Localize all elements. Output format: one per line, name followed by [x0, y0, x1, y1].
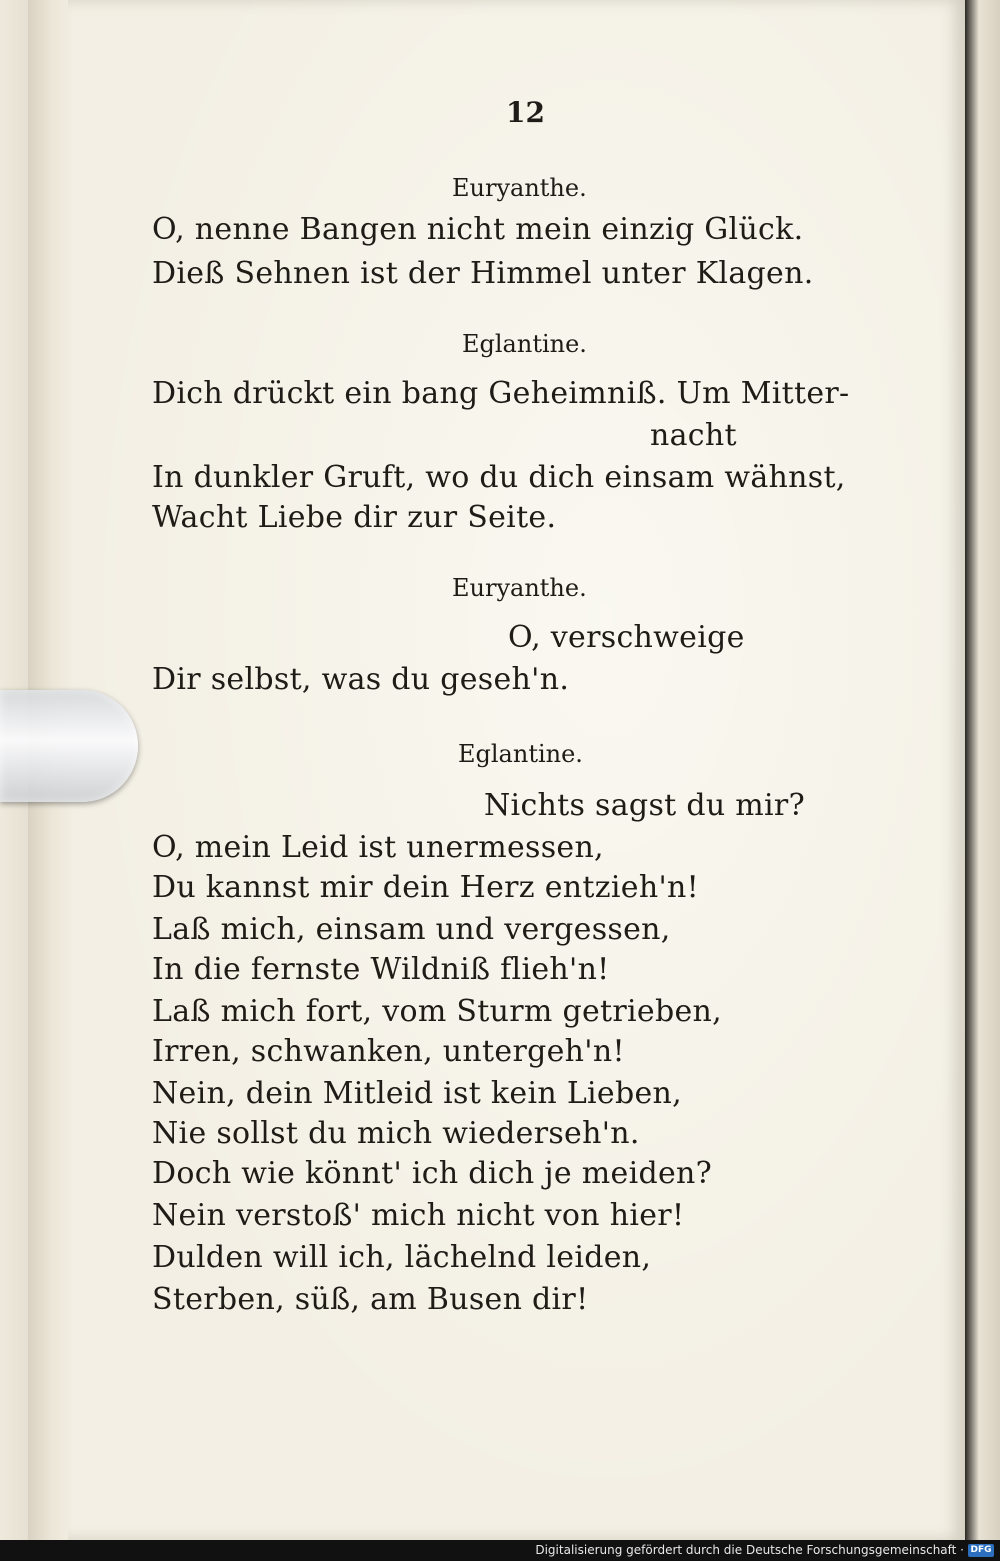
verse-line: In dunkler Gruft, wo du dich einsam wähnst, — [152, 460, 846, 495]
speaker-label: Eglantine. — [462, 330, 587, 358]
speaker-label: Eglantine. — [458, 740, 583, 768]
verse-line: Dir selbst, was du geseh'n. — [152, 662, 570, 697]
verse-line: O, verschweige — [508, 620, 745, 655]
verse-line: Sterben, süß, am Busen dir! — [152, 1282, 589, 1317]
verse-line: Nein verstoß' mich nicht von hier! — [152, 1198, 685, 1233]
facing-page-edge — [965, 0, 1000, 1540]
verse-line: In die fernste Wildniß flieh'n! — [152, 952, 610, 987]
dfg-logo-icon[interactable]: DFG — [968, 1544, 994, 1557]
verse-line: Nichts sagst du mir? — [484, 788, 805, 823]
verse-line: Doch wie könnt' ich dich je meiden? — [152, 1156, 713, 1191]
page-number: 12 — [506, 96, 545, 129]
page-clip-icon — [0, 690, 138, 802]
verse-line: O, mein Leid ist unermessen, — [152, 830, 604, 865]
verse-line: Irren, schwanken, untergeh'n! — [152, 1034, 625, 1069]
verse-line: O, nenne Bangen nicht mein einzig Glück. — [152, 212, 804, 247]
verse-line: Laß mich, einsam und vergessen, — [152, 912, 671, 947]
verse-line: Dich drückt ein bang Geheimniß. Um Mitter- — [152, 376, 850, 411]
verse-line: Dulden will ich, lächelnd leiden, — [152, 1240, 652, 1275]
footer-bar — [0, 1540, 1000, 1561]
footer-credit: Digitalisierung gefördert durch die Deutsche Forschungsgemeinschaft · — [535, 1543, 964, 1557]
speaker-label: Euryanthe. — [452, 574, 587, 602]
verse-line: Wacht Liebe dir zur Seite. — [152, 500, 557, 535]
verse-line: Du kannst mir dein Herz entzieh'n! — [152, 870, 699, 905]
speaker-label: Euryanthe. — [452, 174, 587, 202]
verse-line: Nie sollst du mich wiederseh'n. — [152, 1116, 640, 1151]
verse-line: Nein, dein Mitleid ist kein Lieben, — [152, 1076, 683, 1111]
verse-line: Laß mich fort, vom Sturm getrieben, — [152, 994, 722, 1029]
verse-line: Dieß Sehnen ist der Himmel unter Klagen. — [152, 256, 814, 291]
verse-line: nacht — [650, 418, 737, 453]
